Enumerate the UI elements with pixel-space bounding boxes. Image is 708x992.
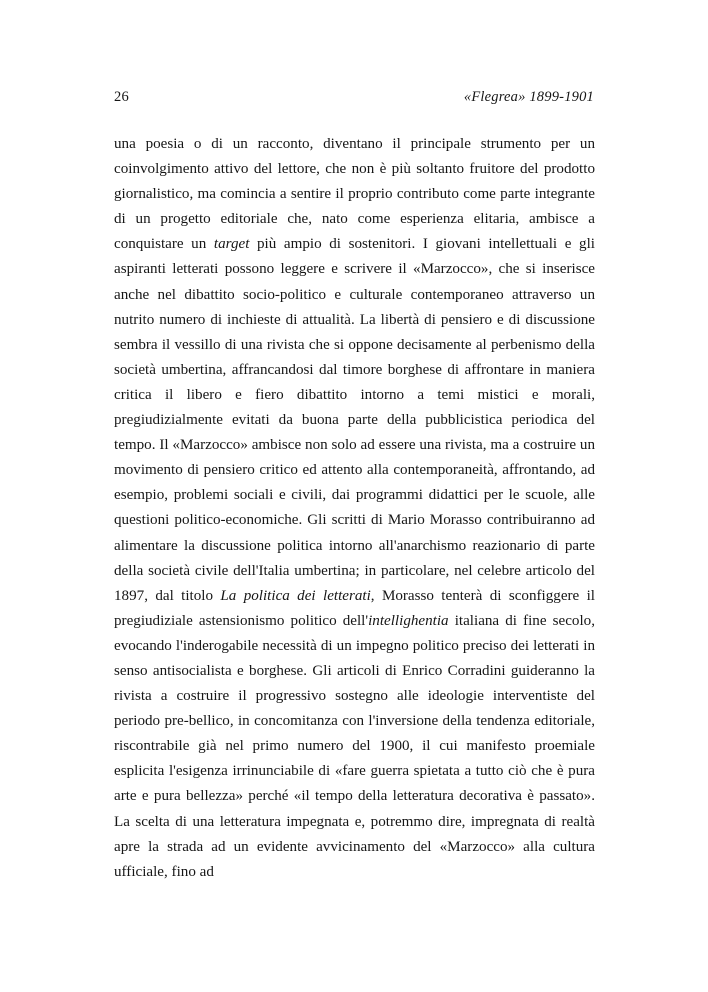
- body-segment-3: , Morasso tenterà di sconfiggere il pregiudiziale astensionismo politico dell': [114, 587, 595, 629]
- running-head: [114, 88, 594, 106]
- body-segment-1: una poesia o di un racconto, diventano il principale strumento per un coinvolgimento attivo del lettore, che non è più soltanto fruitore del prodotto giornalistico, ma comincia a sentire il proprio contributo come parte integrante di un progetto editoriale che, nato come esperienza elitaria, ambisce a conquistare un: [114, 136, 595, 253]
- body-paragraph: [114, 132, 595, 885]
- italic-term-intellighentia: intellighentia: [368, 612, 449, 629]
- italic-term-target: target: [213, 236, 250, 253]
- page-number: 26: [114, 89, 129, 105]
- body-segment-4: italiana di fine secolo, evocando l'inderogabile necessità di un impegno politico preciso dei letterati in senso antisocialista e borghese. Gli articoli di Enrico Corradini guideranno la rivista a costruire il progressivo sostegno alle ideologie interventiste del periodo pre-bellico, in concomitanza con l'inversione della tendenza editoriale, riscontrabile già nel primo numero del 1900, il cui manifesto proemiale esplicita l'esigenza irrinunciabile di «fare guerra spietata a tutto ciò che è pura arte e pura bellezza» perché «il tempo della letteratura decorativa è passato». La scelta di una letteratura impegnata e, potremmo dire, impregnata di realtà apre la strada ad un evidente avvicinamento del «Marzocco» alla cultura ufficiale, fino ad: [114, 612, 595, 880]
- body-segment-2: più ampio di sostenitori. I giovani intellettuali e gli aspiranti letterati possono leggere e scrivere il «Marzocco», che si inserisce anche nel dibattito socio-politico e culturale contemporaneo attraverso un nutrito numero di inchieste di attualità. La libertà di pensiero e di discussione sembra il vessillo di una rivista che si oppone decisamente al perbenismo della società umbertina, affrancandosi dal timore borghese di affrontare in maniera critica il libero e fiero dibattito intorno a temi mistici e morali, pregiudizialmente evitati da buona parte della pubblicistica periodica del tempo. Il «Marzocco» ambisce non solo ad essere una rivista, ma a costruire un movimento di pensiero critico ed attento alla contemporaneità, affrontando, ad esempio, problemi sociali e civili, dai programmi didattici per le scuole, alle questioni politico-economiche. Gli scritti di Mario Morasso contribuiranno ad alimentare la discussione politica intorno all'anarchismo reazionario di parte della società civile dell'Italia umbertina; in particolare, nel celebre articolo del 1897, dal titolo: [114, 236, 595, 604]
- running-head-title: «Flegrea» 1899-1901: [463, 89, 594, 105]
- italic-title-la-politica-dei-letterati: La politica dei letterati: [220, 587, 371, 604]
- body-text: [114, 132, 595, 885]
